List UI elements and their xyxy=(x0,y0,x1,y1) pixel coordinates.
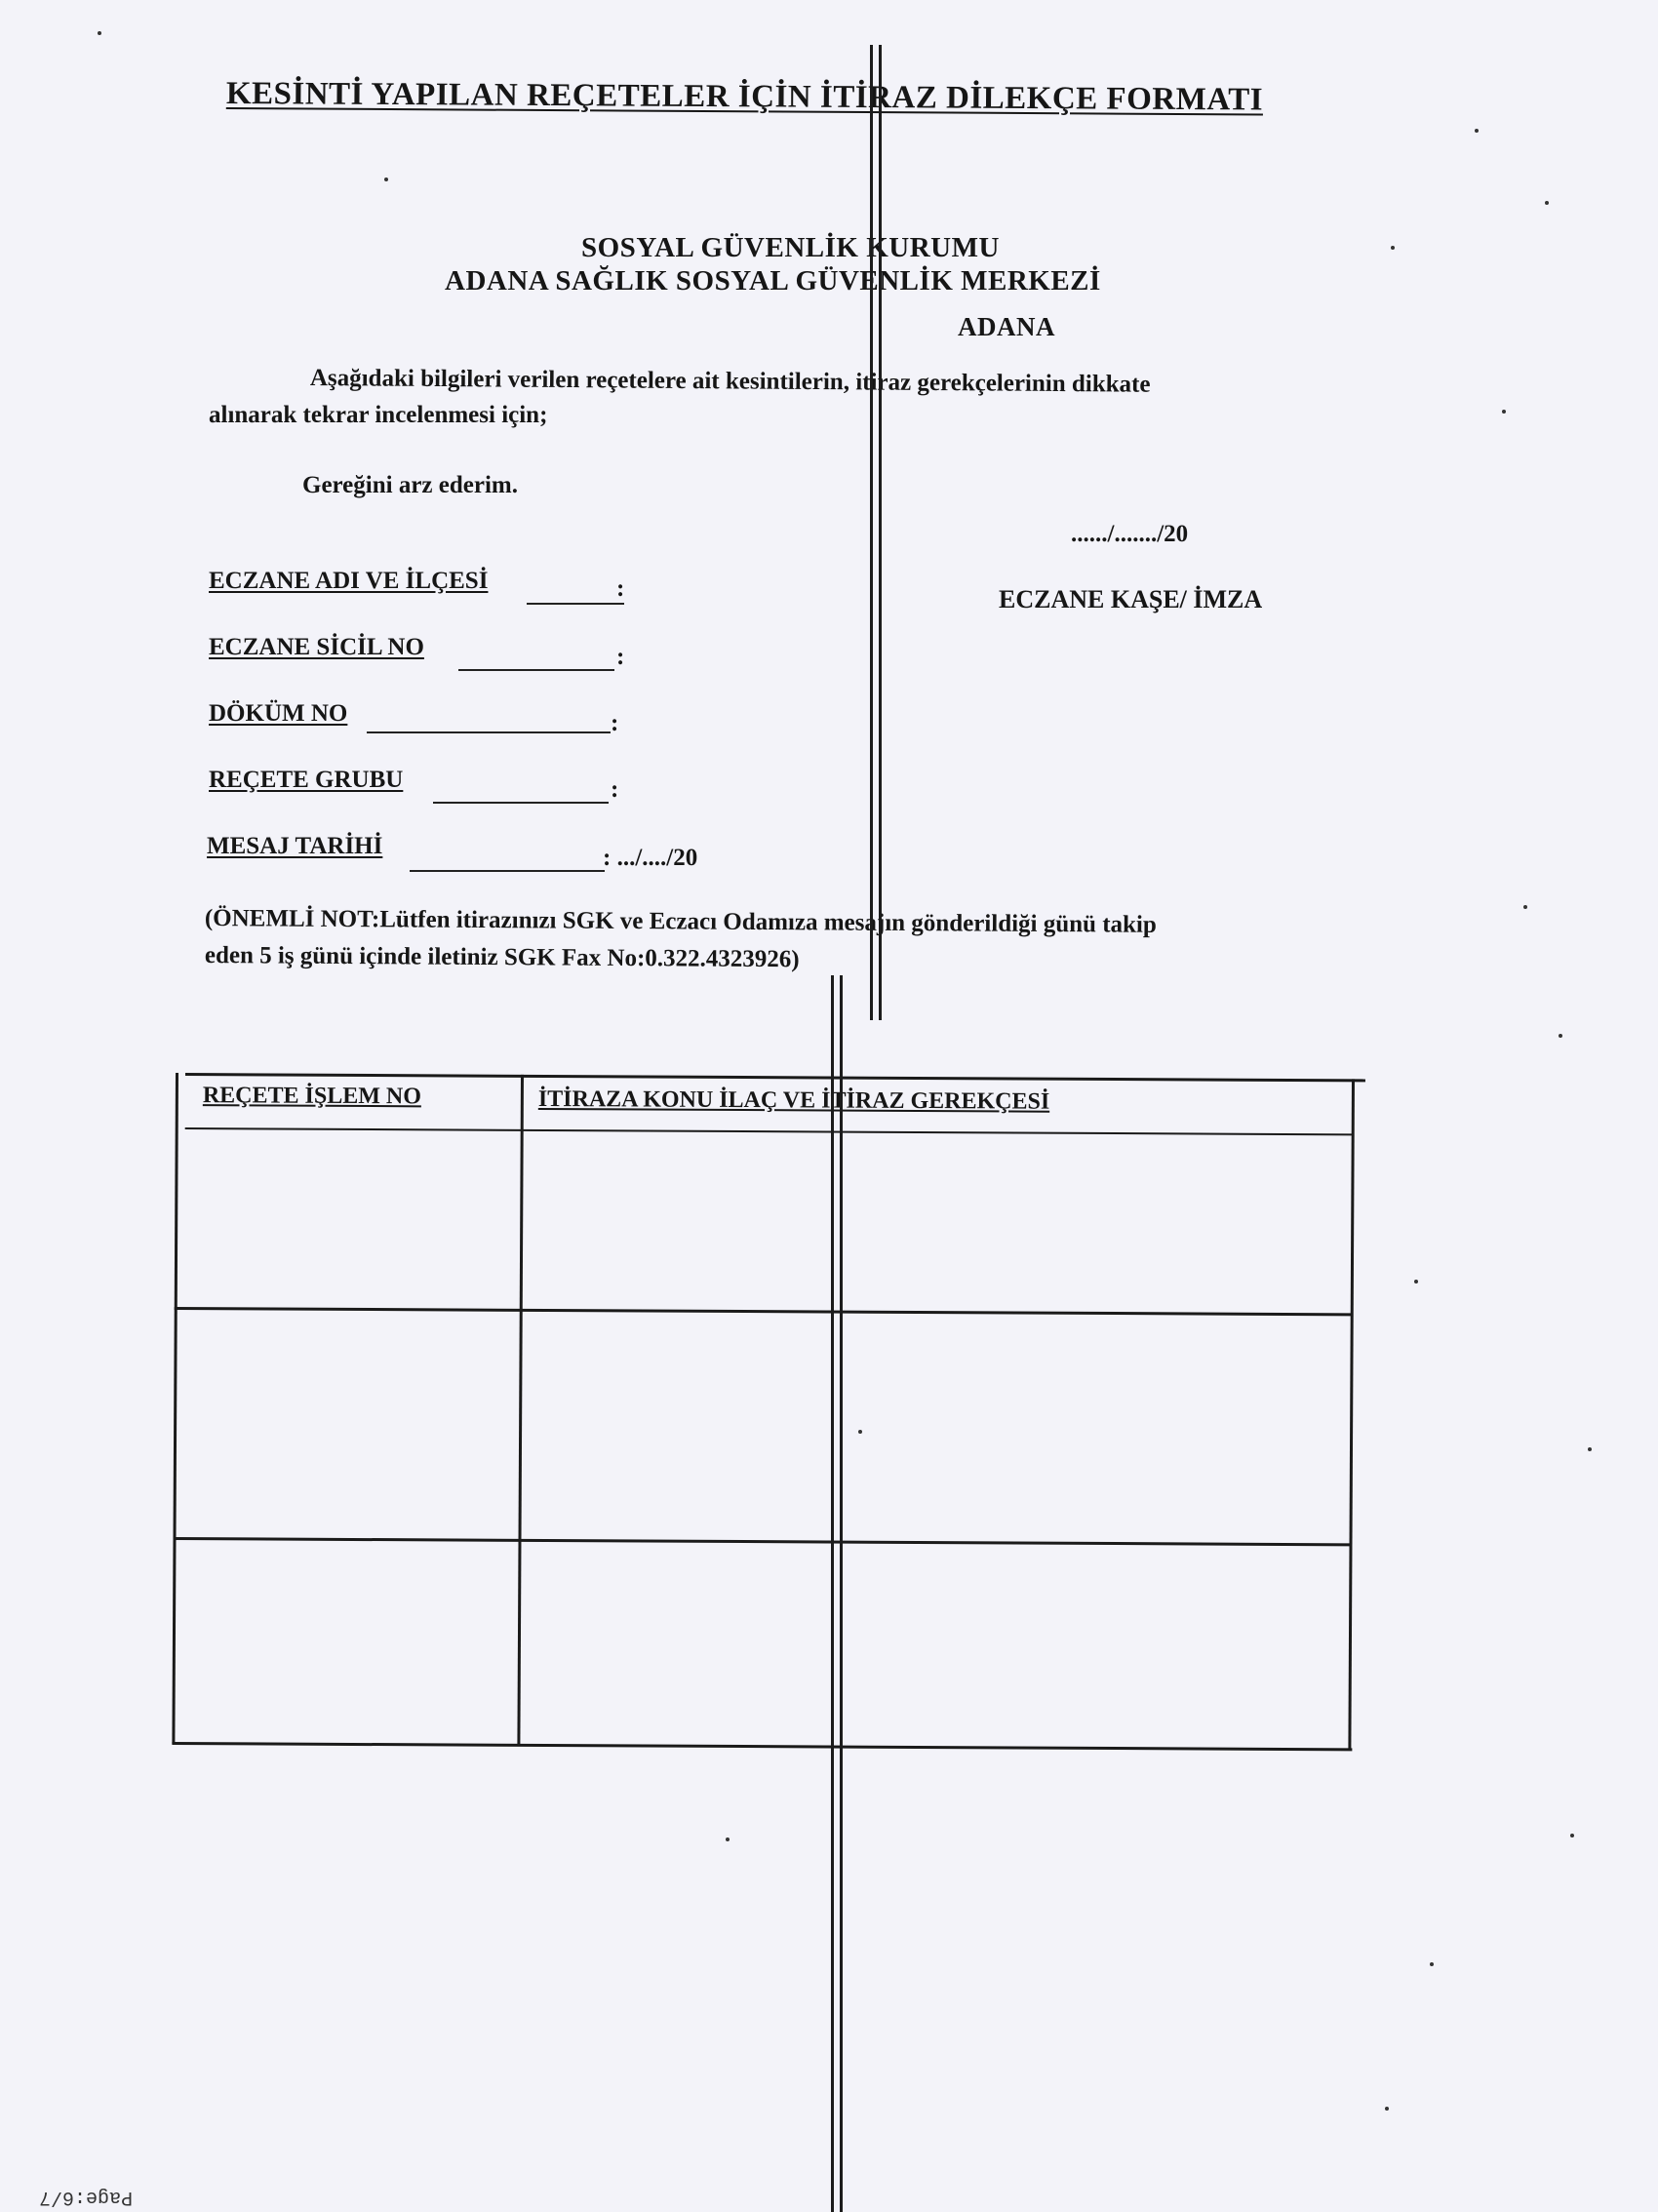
scan-line-upper xyxy=(870,45,882,1020)
dokum-no-label: DÖKÜM NO xyxy=(209,700,348,727)
row-2-prescription-cell[interactable] xyxy=(179,1313,518,1537)
city-name: ADANA xyxy=(958,312,1055,341)
row-2-reason-cell[interactable] xyxy=(525,1315,1349,1541)
scan-line-lower xyxy=(831,975,843,2212)
form-title: KESİNTİ YAPILAN REÇETELER İÇİN İTİRAZ DİLEKÇE FORMATI xyxy=(225,76,1264,118)
row-3-prescription-cell[interactable] xyxy=(178,1543,516,1742)
pharmacy-name-field[interactable]: : xyxy=(616,575,625,602)
date-placeholder: ....../......./20 xyxy=(1071,521,1189,547)
pharmacy-registry-field[interactable]: : xyxy=(616,644,625,670)
important-note-line-1: (ÖNEMLİ NOT:Lütfen itirazınızı SGK ve Eczacı Odamıza mesajın gönderildiği günü takip xyxy=(204,905,1157,938)
institution-name: SOSYAL GÜVENLİK KURUMU xyxy=(581,232,1000,263)
message-date-label: MESAJ TARİHİ xyxy=(207,833,383,859)
important-note-line-2: eden 5 iş günü içinde iletiniz SGK Fax No:0.322.4323926) xyxy=(204,942,800,973)
stamp-signature-label: ECZANE KAŞE/ İMZA xyxy=(999,585,1263,613)
paragraph-line-2: alınarak tekrar incelenmesi için; xyxy=(209,402,548,428)
paragraph-line-1: Aşağıdaki bilgileri verilen reçetelere ait kesintilerin, itiraz gerekçelerinin dikkate xyxy=(309,365,1151,398)
pharmacy-registry-label: ECZANE SİCİL NO xyxy=(209,634,424,660)
header-objection-reason: İTİRAZA KONU İLAÇ VE İTİRAZ GEREKÇESİ xyxy=(537,1086,1050,1115)
closing-text: Gereğini arz ederim. xyxy=(302,472,518,498)
message-date-field[interactable]: : .../..../20 xyxy=(603,845,698,871)
row-1-reason-cell[interactable] xyxy=(526,1133,1350,1311)
row-3-reason-cell[interactable] xyxy=(523,1545,1347,1746)
prescription-group-label: REÇETE GRUBU xyxy=(209,767,404,793)
objection-table xyxy=(172,1073,1365,1750)
dokum-no-field[interactable]: : xyxy=(611,710,619,736)
pharmacy-name-label: ECZANE ADI VE İLÇESİ xyxy=(209,568,489,594)
prescription-group-field[interactable]: : xyxy=(611,776,619,803)
row-1-prescription-cell[interactable] xyxy=(180,1131,519,1307)
fax-page-indicator: Page:6/7 xyxy=(39,2186,134,2208)
header-prescription-no: REÇETE İŞLEM NO xyxy=(202,1083,422,1110)
center-name: ADANA SAĞLIK SOSYAL GÜVENLİK MERKEZİ xyxy=(445,265,1101,296)
